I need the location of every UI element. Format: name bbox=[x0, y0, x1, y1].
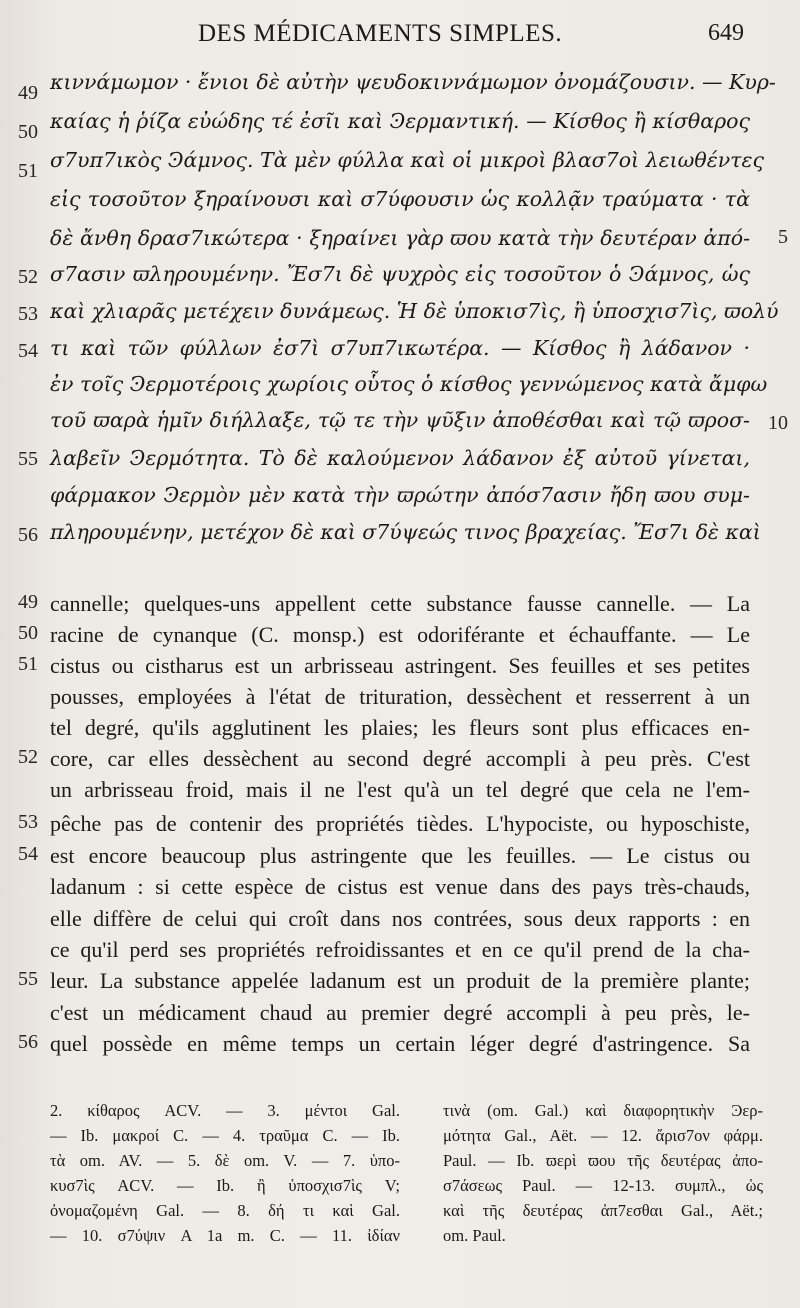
footnote-line: καὶ τῆς δευτέρας ἀπ7εσθαι Gal., Aët.; bbox=[443, 1201, 763, 1220]
greek-line-text: καίας ἡ ῥίζα εὐώδης τέ ἐσῖι καὶ Ͽερμαντική. — Κίσθος ἢ κίσθαρος bbox=[50, 109, 750, 133]
line-number: 55 bbox=[18, 968, 38, 990]
french-line-text: pêche pas de contenir des propriétés tièdes. L'hypociste, ou hyposchiste, bbox=[50, 811, 750, 836]
greek-line-text: λαβεῖν Ͽερμότητα. Τὸ δὲ καλούμενον λάδανον ἐξ αὐτοῦ γίνεται, bbox=[50, 446, 750, 470]
line-number: 51 bbox=[18, 653, 38, 675]
greek-line bbox=[0, 226, 800, 262]
greek-line bbox=[0, 336, 800, 372]
french-line-text: ce qu'il perd ses propriétés refroidissantes et en ce qu'il prend de la cha- bbox=[50, 937, 750, 962]
greek-line bbox=[0, 408, 800, 444]
line-number: 55 bbox=[18, 448, 38, 470]
french-line-text: un arbrisseau froid, mais il ne l'est qu'à un tel degré que cela ne l'em- bbox=[50, 777, 750, 802]
margin-line-count: 5 bbox=[778, 226, 788, 248]
footnote-line: τινὰ (om. Gal.) καὶ διαφορητικὴν Ͽερ- bbox=[443, 1101, 763, 1120]
greek-line bbox=[0, 446, 800, 482]
french-line-text: leur. La substance appelée ladanum est un produit de la première plante; bbox=[50, 968, 750, 993]
french-line-text: est encore beaucoup plus astringente que les feuilles. — Le cistus ou bbox=[50, 843, 750, 868]
greek-line bbox=[0, 483, 800, 519]
greek-line bbox=[0, 372, 800, 408]
greek-line bbox=[0, 70, 800, 106]
french-line-text: racine de cynanque (C. monsp.) est odoriférante et échauffante. — Le bbox=[50, 622, 750, 647]
line-number: 50 bbox=[18, 121, 38, 143]
footnote-line: — Ib. μακροί C. — 4. τραῦμα C. — Ib. bbox=[50, 1126, 400, 1145]
greek-line-text: σ7υπ7ικὸς Ͽάμνος. Τὰ μὲν φύλλα καὶ οἱ μικροὶ βλασ7οὶ λειωθέντες bbox=[50, 148, 764, 172]
footnote-line: — 10. σ7ύψιν A 1a m. C. — 11. ἰδίαν bbox=[50, 1226, 400, 1245]
greek-line-text: εἰς τοσοῦτον ξηραίνουσι καὶ σ7ύφουσιν ὡς κολλᾷν τραύματα · τὰ bbox=[50, 187, 750, 211]
greek-line-text: καὶ χλιαρᾶς μετέχειν δυνάμεως. Ἡ δὲ ὑποκισ7ὶς, ἢ ὑποσχισ7ὶς, ϖολύ bbox=[50, 299, 779, 323]
running-title: DES MÉDICAMENTS SIMPLES. bbox=[198, 20, 563, 47]
line-number: 54 bbox=[18, 843, 38, 865]
greek-line bbox=[0, 520, 800, 556]
line-number: 54 bbox=[18, 340, 38, 362]
footnotes-left-column bbox=[50, 1098, 400, 1248]
footnote-line: ὀνομαζομένη Gal. — 8. δή τι καὶ Gal. bbox=[50, 1201, 400, 1220]
greek-line-text: τι καὶ τῶν φύλλων ἐσ7ὶ σ7υπ7ικωτέρα. — Κίσθος ἢ λάδανον · bbox=[50, 336, 750, 360]
french-line bbox=[0, 874, 800, 910]
french-line-text: pousses, employées à l'état de trituration, dessèchent et resserrent à un bbox=[50, 684, 750, 709]
french-line bbox=[0, 811, 800, 847]
greek-line-text: ἐν τοῖς Ͽερμοτέροις χωρίοις οὗτος ὁ κίσθος γεννώμενος κατὰ ἄμφω bbox=[50, 372, 768, 396]
critical-apparatus-footnotes bbox=[48, 1098, 763, 1278]
french-line-text: tel degré, qu'ils agglutinent les plaies; les fleurs sont plus efficaces en- bbox=[50, 715, 750, 740]
footnote-line: σ7άσεως Paul. — 12-13. συμπλ., ὡς bbox=[443, 1176, 763, 1195]
line-number: 53 bbox=[18, 811, 38, 833]
line-number: 56 bbox=[18, 1031, 38, 1053]
greek-line-text: τοῦ ϖαρὰ ἡμῖν διήλλαξε, τῷ τε τὴν ψῦξιν ἀποθέσθαι καὶ τῷ ϖροσ- bbox=[50, 408, 750, 432]
line-number: 56 bbox=[18, 524, 38, 546]
french-line-text: quel possède en même temps un certain léger degré d'astringence. Sa bbox=[50, 1031, 750, 1056]
footnote-line: om. Paul. bbox=[443, 1226, 506, 1245]
footnote-line: Paul. — Ib. ϖερὶ ϖου τῆς δευτέρας ἀπο- bbox=[443, 1151, 763, 1170]
line-number: 49 bbox=[18, 591, 38, 613]
french-line-text: cannelle; quelques-uns appellent cette substance fausse cannelle. — La bbox=[50, 591, 750, 616]
french-line-text: core, car elles dessèchent au second degré accompli à peu près. C'est bbox=[50, 746, 750, 771]
line-number: 49 bbox=[18, 82, 38, 104]
footnote-line: τὰ om. AV. — 5. δὲ om. V. — 7. ὑπο- bbox=[50, 1151, 400, 1170]
french-line-text: ladanum : si cette espèce de cistus est venue dans des pays très-chauds, bbox=[50, 874, 750, 899]
greek-line bbox=[0, 299, 800, 335]
greek-line-text: δὲ ἄνθη δρασ7ικώτερα · ξηραίνει γὰρ ϖου κατὰ τὴν δευτέραν ἀπό- bbox=[50, 226, 750, 250]
french-line bbox=[0, 1031, 800, 1067]
french-line bbox=[0, 777, 800, 813]
greek-line-text: φάρμακον Ͽερμὸν μὲν κατὰ τὴν ϖρώτην ἀπόσ7ασιν ἤδη ϖου συμ- bbox=[50, 483, 750, 507]
line-number: 52 bbox=[18, 746, 38, 768]
french-line-text: c'est un médicament chaud au premier degré accompli à peu près, le- bbox=[50, 1000, 750, 1025]
greek-line bbox=[0, 187, 800, 223]
french-line-text: elle diffère de celui qui croît dans nos contrées, sous deux rapports : en bbox=[50, 906, 750, 931]
greek-line-text: πληρουμένην, μετέχον δὲ καὶ σ7ύψεώς τινος βραχείας. Ἔσ7ι δὲ καὶ bbox=[50, 520, 761, 544]
footnote-line: 2. κίθαρος ACV. — 3. μέντοι Gal. bbox=[50, 1101, 400, 1120]
footnote-line: μότητα Gal., Aët. — 12. ἄρισ7ον φάρμ. bbox=[443, 1126, 763, 1145]
line-number: 52 bbox=[18, 266, 38, 288]
line-number: 53 bbox=[18, 303, 38, 325]
greek-line bbox=[0, 109, 800, 145]
footnote-line: κυσ7ὶς ACV. — Ib. ἢ ὑποσχισ7ὶς V; bbox=[50, 1176, 400, 1195]
footnotes-right-column bbox=[443, 1098, 763, 1248]
greek-line bbox=[0, 148, 800, 184]
greek-line-text: κιννάμωμον · ἔνιοι δὲ αὐτὴν ψευδοκιννάμωμον ὀνομάζουσιν. — Κυρ- bbox=[50, 70, 776, 94]
greek-line bbox=[0, 262, 800, 298]
line-number: 51 bbox=[18, 160, 38, 182]
french-line-text: cistus ou cistharus est un arbrisseau astringent. Ses feuilles et ses petites bbox=[50, 653, 750, 678]
margin-line-count: 10 bbox=[768, 412, 788, 434]
french-line bbox=[0, 968, 800, 1004]
page-header bbox=[0, 20, 800, 54]
line-number: 50 bbox=[18, 622, 38, 644]
greek-line-text: σ7ασιν ϖληρουμένην. Ἔσ7ι δὲ ψυχρὸς εἰς τοσοῦτον ὁ Ͽάμνος, ὡς bbox=[50, 262, 750, 286]
page-number: 649 bbox=[708, 20, 744, 46]
